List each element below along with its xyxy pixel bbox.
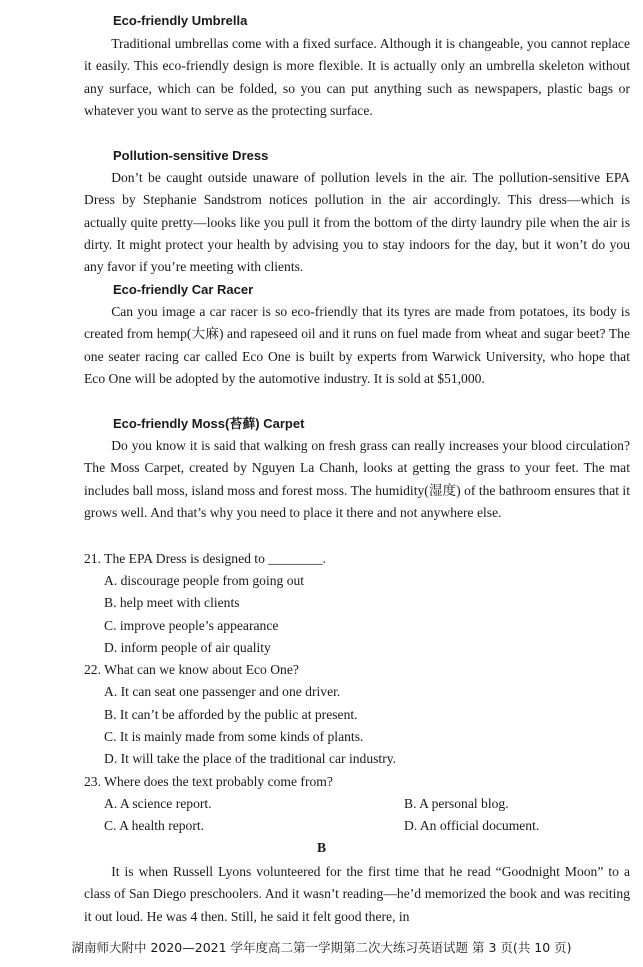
section-b-passage: It is when Russell Lyons volunteered for the first time that he read “Goodnight Moon” to a class of San Diego preschoolers. And it wasn’t reading—he’d memorized the book and was reciting it out loud. He was 4 then. Still, he said it felt good there, in xyxy=(84,864,630,924)
question-22-option-b: B. It can’t be afforded by the public at present. xyxy=(104,707,358,722)
question-21-option-d: D. inform people of air quality xyxy=(104,640,271,655)
question-23-option-c: C. A health report. xyxy=(104,818,205,833)
question-23-option-d: D. An official document. xyxy=(404,818,540,833)
article-heading-car: Eco-friendly Car Racer xyxy=(113,282,254,297)
question-22-option-d: D. It will take the place of the traditional car industry. xyxy=(104,751,397,766)
question-23-option-a: A. A science report. xyxy=(104,796,212,811)
article-heading-umbrella: Eco-friendly Umbrella xyxy=(113,13,248,28)
question-21-stem: 21. The EPA Dress is designed to ________. xyxy=(84,551,327,566)
section-b-label: B xyxy=(316,840,327,855)
article-body-car: Can you image a car racer is so eco-friendly that its tyres are made from potatoes, its body is created from hemp(大麻) and rapeseed oil and it runs on fuel made from wheat and sugar beet? The one seater racing car called Eco One is built by experts from Warwick University, who hope that Eco One will be adopted by the automotive industry. It is sold at $51,000. xyxy=(84,304,630,386)
article-heading-dress: Pollution-sensitive Dress xyxy=(113,148,269,163)
question-22-option-a: A. It can seat one passenger and one driver. xyxy=(104,684,341,699)
article-heading-carpet: Eco-friendly Moss(苔藓) Carpet xyxy=(113,416,305,431)
question-21-option-c: C. improve people’s appearance xyxy=(104,618,279,633)
page-footer: 湖南师大附中 2020—2021 学年度高二第一学期第二次大练习英语试题 第 3 页(共 10 页) xyxy=(71,940,572,955)
question-23-option-b: B. A personal blog. xyxy=(404,796,509,811)
question-22-option-c: C. It is mainly made from some kinds of plants. xyxy=(104,729,364,744)
article-body-carpet: Do you know it is said that walking on fresh grass can really increases your blood circulation? The Moss Carpet, created by Nguyen La Chanh, looks at getting the grass to your feet. The mat includes ball moss, island moss and forest moss. The humidity(湿度) of the bathroom ensures that it grows well. And that’s why you need to place it there and not anywhere else. xyxy=(84,438,630,520)
question-23-stem: 23. Where does the text probably come from? xyxy=(84,774,333,789)
question-21-option-a: A. discourage people from going out xyxy=(104,573,305,588)
article-body-umbrella: Traditional umbrellas come with a fixed surface. Although it is changeable, you cannot replace it easily. This eco-friendly design is more flexible. It is actually only an umbrella skeleton without any surface, which can be folded, so you can put anything such as newspapers, plastic bags or whatever you want to serve as the protecting surface. xyxy=(84,36,630,118)
question-22-stem: 22. What can we know about Eco One? xyxy=(84,662,299,677)
question-21-option-b: B. help meet with clients xyxy=(104,595,240,610)
article-body-dress: Don’t be caught outside unaware of pollution levels in the air. The pollution-sensitive EPA Dress by Stephanie Sandstrom notices pollution in the air accordingly. This dress—which is actually quite pretty—looks like you pull it from the bottom of the dirty laundry pile when the air is dirty. It might protect your health by advising you to stay indoors for the day, but it won’t do you any favor if you’re meeting with clients. xyxy=(84,170,630,275)
